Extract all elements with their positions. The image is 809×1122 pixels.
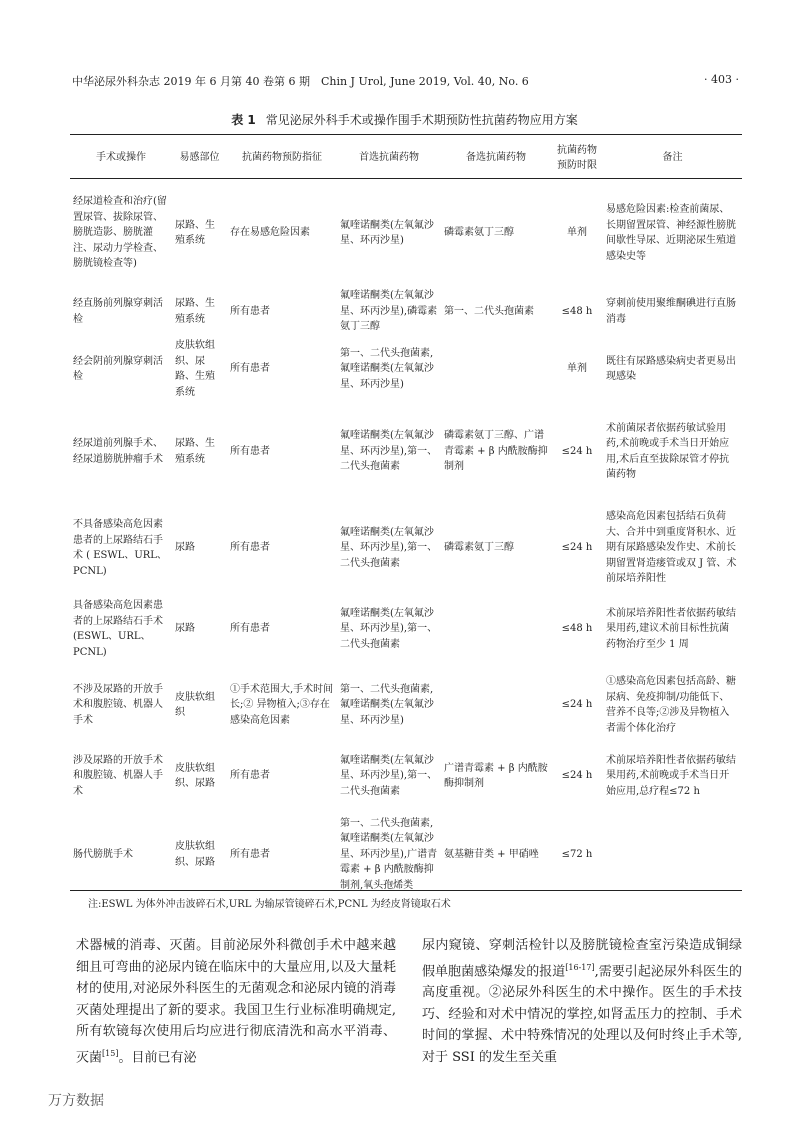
table-number: 表 1 — [231, 113, 256, 127]
col-header-alternative: 备选抗菌药物 — [466, 152, 526, 164]
cell-site: 皮肤软组织、尿路 — [175, 762, 215, 789]
cell-first-choice: 氟喹诺酮类(左氧氟沙星、环丙沙星),第一、二代头孢菌素 — [340, 607, 438, 650]
cell-procedure: 不涉及尿路的开放手术和腹腔镜、机器人手术 — [73, 683, 163, 726]
watermark-source: 万方数据 — [48, 1093, 104, 1109]
cell-indication: ①手术范围大,手术时间长;② 异物植入;③存在感染高危因素 — [230, 683, 334, 726]
body-paragraph: 尿内窥镜、穿刺活检针以及膀胱镜检查室污染造成铜绿假单胞菌感染爆发的报道 — [422, 938, 742, 979]
table-row — [70, 503, 742, 593]
table-row — [70, 338, 742, 400]
page-number: · 403 · — [704, 73, 739, 86]
col-header-remarks: 备注 — [662, 152, 683, 164]
cell-procedure: 涉及尿路的开放手术和腹腔镜、机器人手术 — [73, 754, 163, 797]
cell-first-choice: 氟喹诺酮类(左氧氟沙星、环丙沙星),第一、二代头孢菌素 — [340, 526, 438, 569]
table-footnote: 注:ESWL 为体外冲击波碎石术,URL 为输尿管镜碎石术,PCNL 为经皮肾镜取石术 — [88, 899, 451, 910]
citation-ref: [15] — [102, 1048, 119, 1058]
cell-duration: ≤24 h — [561, 445, 593, 457]
cell-procedure: 经尿道检查和治疗(留置尿管、拔除尿管、膀胱造影、膀胱灌注、尿动力学检查、膀胱镜检查等) — [73, 196, 167, 270]
cell-first-choice: 氟喹诺酮类(左氧氟沙星、环丙沙星) — [340, 219, 434, 246]
cell-remarks: 既往有尿路感染病史者更易出现感染 — [606, 355, 736, 382]
cell-indication: 所有患者 — [230, 363, 270, 375]
cell-duration: ≤24 h — [561, 542, 593, 554]
cell-duration: 单剂 — [567, 227, 587, 239]
cell-duration: ≤24 h — [561, 699, 593, 711]
prophylaxis-table — [70, 135, 742, 902]
body-text-left-column — [76, 935, 396, 1068]
col-header-procedure: 手术或操作 — [96, 152, 146, 164]
cell-alternative: 氨基糖苷类 + 甲硝唑 — [444, 848, 539, 860]
cell-remarks: ①感染高危因素包括高龄、糖尿病、免疫抑制/功能低下、营养不良等;②涉及异物植入者需个体化治疗 — [606, 676, 736, 734]
table-title: 常见泌尿外科手术或操作围手术期预防性抗菌药物应用方案 — [265, 113, 578, 127]
cell-alternative: 磷霉素氨丁三醇 — [444, 227, 514, 239]
body-paragraph-tail: 。目前已有泌 — [118, 1049, 197, 1065]
table-row — [70, 181, 742, 285]
cell-first-choice: 氟喹诺酮类(左氧氟沙星、环丙沙星),第一、二代头孢菌素 — [340, 430, 438, 473]
cell-indication: 存在易感危险因素 — [230, 227, 310, 239]
table-row — [70, 745, 742, 807]
cell-first-choice: 第一、二代头孢菌素,氟喹诺酮类(左氧氟沙星、环丙沙星),广谱青霉素 + β 内酰胺酶抑制剂,氧头孢烯类 — [340, 817, 438, 891]
cell-indication: 所有患者 — [230, 445, 270, 457]
body-paragraph: 术器械的消毒、灭菌。目前泌尿外科微创手术中越来越细且可弯曲的泌尿内镜在临床中的大量应用,以及大量耗材的使用,对泌尿外科医生的无菌观念和泌尿内镜的消毒灭菌处理提出了新的要求。我国卫生行业标准明确规定,所有软镜每次使用后均应进行彻底清洗和高水平消毒、灭菌 — [76, 938, 396, 1065]
cell-procedure: 具备感染高危因素患者的上尿路结石手术(ESWL、URL、PCNL) — [73, 600, 163, 658]
cell-procedure: 不具备感染高危因素患者的上尿路结石手术 ( ESWL、URL、PCNL) — [73, 519, 167, 577]
cell-remarks: 术前菌尿者依据药敏试验用药,术前晚或手术当日开始应用,术后直至拔除尿管才停抗菌药物 — [606, 422, 730, 480]
cell-alternative: 广谱青霉素 + β 内酰胺酶抑制剂 — [444, 762, 548, 789]
cell-site: 尿路、生殖系统 — [175, 219, 215, 246]
table-row — [70, 593, 742, 665]
col-header-duration: 抗菌药物预防时限 — [557, 144, 597, 171]
cell-first-choice: 第一、二代头孢菌素,氟喹诺酮类(左氧氟沙星、环丙沙星) — [340, 347, 434, 390]
cell-remarks: 易感危险因素:检查前菌尿、长期留置尿管、神经源性膀胱间歇性导尿、近期泌尿生殖道感染史等 — [606, 204, 736, 262]
cell-duration: ≤72 h — [561, 848, 593, 860]
cell-indication: 所有患者 — [230, 623, 270, 635]
cell-remarks: 术前尿培养阳性者依据药敏结果用药,建议术前目标性抗菌药物治疗至少 1 周 — [606, 607, 736, 650]
cell-alternative: 磷霉素氨丁三醇、广谱青霉素 + β 内酰胺酶抑制剂 — [444, 430, 548, 473]
cell-duration: ≤48 h — [561, 305, 593, 317]
cell-first-choice: 氟喹诺酮类(左氧氟沙星、环丙沙星),磷霉素氨丁三醇 — [340, 290, 438, 333]
cell-alternative — [441, 665, 551, 745]
table-row — [70, 665, 742, 745]
cell-site: 尿路、生殖系统 — [175, 438, 215, 465]
cell-alternative: 磷霉素氨丁三醇 — [444, 542, 514, 554]
cell-procedure: 肠代膀胱手术 — [73, 848, 133, 860]
cell-indication: 所有患者 — [230, 305, 270, 317]
cell-indication: 所有患者 — [230, 848, 270, 860]
cell-site: 尿路 — [175, 542, 195, 554]
citation-ref: [16-17] — [565, 962, 595, 972]
col-header-first-choice: 首选抗菌药物 — [359, 152, 419, 164]
cell-site: 皮肤软组织、尿路 — [175, 841, 215, 868]
cell-alternative: 第一、二代头孢菌素 — [444, 305, 534, 317]
cell-remarks — [603, 807, 742, 902]
cell-indication: 所有患者 — [230, 542, 270, 554]
table-header-row — [70, 135, 742, 181]
cell-first-choice: 氟喹诺酮类(左氧氟沙星、环丙沙星),第一、二代头孢菌素 — [340, 754, 438, 797]
cell-site: 尿路、生殖系统 — [175, 298, 215, 325]
table-row — [70, 285, 742, 338]
cell-alternative — [441, 338, 551, 400]
cell-duration: 单剂 — [567, 363, 587, 375]
cell-procedure: 经直肠前列腺穿刺活检 — [73, 298, 163, 325]
cell-remarks: 术前尿培养阳性者依据药敏结果用药,术前晚或手术当日开始应用,总疗程≤72 h — [606, 754, 736, 797]
cell-procedure: 经会阴前列腺穿刺活检 — [73, 355, 163, 382]
table-row — [70, 807, 742, 902]
cell-site: 尿路 — [175, 623, 195, 635]
journal-citation: 中华泌尿外科杂志 2019 年 6 月第 40 卷第 6 期 Chin J Urol, June 2019, Vol. 40, No. 6 — [72, 75, 529, 88]
cell-first-choice: 第一、二代头孢菌素,氟喹诺酮类(左氧氟沙星、环丙沙星) — [340, 683, 434, 726]
body-text-right-column — [422, 935, 742, 1068]
cell-remarks: 感染高危因素包括结石负荷大、合并中到重度肾积水、近期有尿路感染发作史、术前长期留置肾造瘘管或双 J 管、术前尿培养阳性 — [606, 511, 737, 585]
table-row — [70, 400, 742, 503]
cell-indication: 所有患者 — [230, 770, 270, 782]
cell-remarks: 穿刺前使用聚维酮碘进行直肠消毒 — [606, 298, 736, 325]
body-paragraph-continued: ,需要引起泌尿外科医生的高度重视。②泌尿外科医生的术中操作。医生的手术技巧、经验和对术中情况的掌控,如肾盂压力的控制、手术时间的掌握、术中特殊情况的处理以及何时终止手术等,对于 SSI 的发生至关重 — [422, 963, 742, 1065]
cell-site: 皮肤软组织、尿路、生殖系统 — [175, 340, 215, 398]
cell-alternative — [441, 593, 551, 665]
cell-duration: ≤48 h — [561, 623, 593, 635]
cell-duration: ≤24 h — [561, 770, 593, 782]
cell-procedure: 经尿道前列腺手术、经尿道膀胱肿瘤手术 — [73, 438, 163, 465]
col-header-site: 易感部位 — [179, 152, 220, 164]
cell-site: 皮肤软组织 — [175, 691, 215, 718]
table-caption — [0, 111, 809, 128]
col-header-indication: 抗菌药物预防指征 — [242, 152, 322, 164]
